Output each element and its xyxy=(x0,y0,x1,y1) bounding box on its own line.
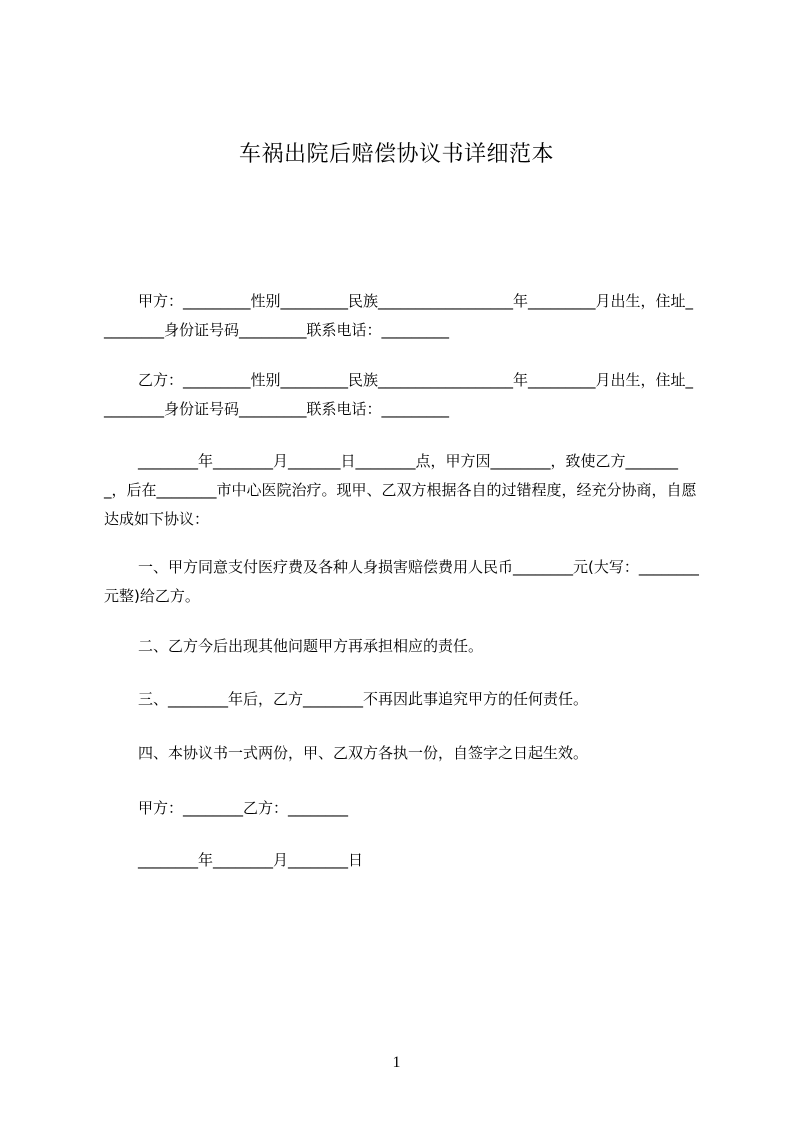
party-a-info: 甲方：_________性别_________民族__________________年_________月出生，住址_________身份证号码_________联系电话：_________ xyxy=(104,292,694,339)
date-line: ________年________月________日 xyxy=(138,851,364,869)
party-b-info: 乙方：_________性别_________民族__________________年_________月出生，住址_________身份证号码_________联系电话：_________ xyxy=(104,371,694,418)
clause-liability: 二、乙方今后出现其他问题甲方再承担相应的责任。 xyxy=(138,637,484,655)
document-title: 车祸出院后赔偿协议书详细范本 xyxy=(238,142,554,167)
page-number: 1 xyxy=(392,1054,401,1071)
signature-line: 甲方：________乙方：________ xyxy=(138,799,349,817)
clause-waiver: 三、________年后，乙方________不再因此事追究甲方的任何责任。 xyxy=(138,690,589,708)
clause-compensation: 一、甲方同意支付医疗费及各种人身损害赔偿费用人民币________元(大写：________元整)给乙方。 xyxy=(104,558,699,605)
incident-description: ________年________月_______日________点，甲方因________，致使乙方________，后在________市中心医院治疗。现甲、乙双方根据各自的过错程度，经充分协商，自愿达成如下协议： xyxy=(104,452,697,528)
clause-effectiveness: 四、本协议书一式两份，甲、乙双方各执一份，自签字之日起生效。 xyxy=(138,744,589,762)
